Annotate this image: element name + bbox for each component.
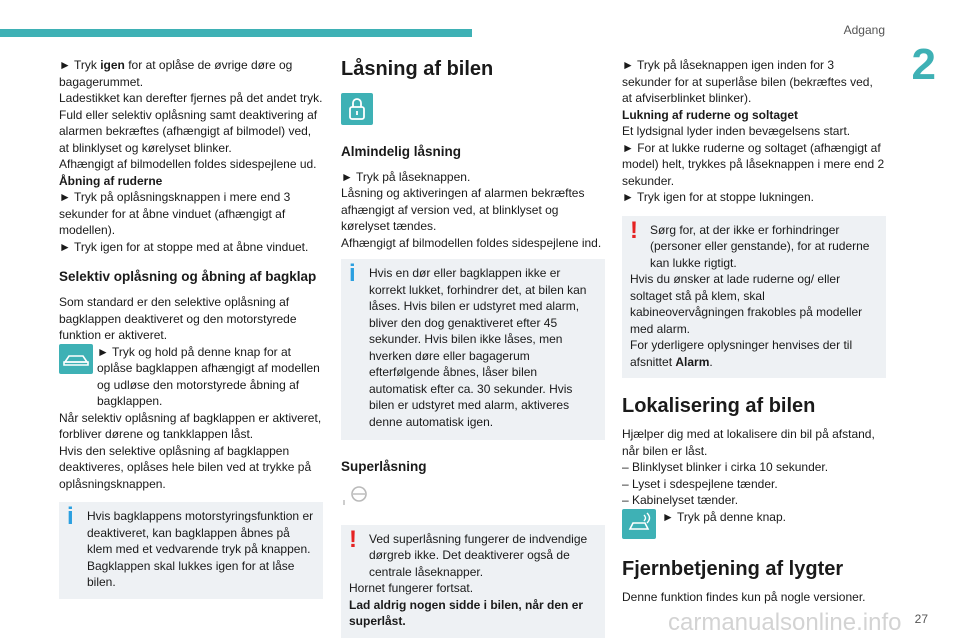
- info-icon: i: [349, 260, 356, 287]
- heading-selective-unlock: Selektiv oplåsning og åbning af bagklap: [59, 269, 317, 284]
- warning-note: ! Ved superlåsning fungerer de indvendige dørgreb ikke. Det deaktiverer også de centrale låseknapper. Hornet fungerer fortsat. Lad aldrig nogen sidde i bilen, når den er superlåst.: [341, 525, 605, 638]
- horn-car-icon: [622, 509, 656, 539]
- column-2: [341, 57, 605, 638]
- paragraph: Afhængigt af bilmodellen foldes sidespejlene ind.: [341, 235, 602, 250]
- paragraph: Denne funktion findes kun på nogle versioner.: [622, 589, 866, 604]
- subheading: Åbning af ruderne: [59, 173, 163, 188]
- paragraph: Når selektiv oplåsning af bagklappen er aktiveret, forbliver dørene og tankklappen låst.: [59, 410, 322, 441]
- list-item: – Kabinelyset tænder.: [622, 493, 739, 507]
- info-note: i Hvis bagklappens motorstyringsfunktion er deaktiveret, kan bagklappen åbnes på klem med et vedvarende tryk på knappen. Bagklappen skal lukkes igen for at låse bilen.: [59, 502, 323, 599]
- header-accent-bar: [0, 29, 472, 37]
- list-item: – Blinklyset blinker i cirka 10 sekunder.: [622, 460, 829, 474]
- heading-remote-lights: Fjernbetjening af lygter: [622, 557, 844, 580]
- paragraph: ► For at lukke ruderne og soltaget (afhængigt af model) helt, trykkes på låseknappen i mere end 2 sekunder.: [622, 140, 885, 188]
- paragraph: Hjælper dig med at lokalisere din bil på afstand, når bilen er låst.: [622, 427, 875, 458]
- paragraph: ► Tryk på låseknappen igen inden for 3 sekunder for at superlåse bilen (bekræftes ved, at afviserblinket blinker).: [622, 58, 873, 105]
- page-number: 27: [914, 612, 928, 626]
- heading-locking: Låsning af bilen: [341, 58, 494, 80]
- watermark: carmanualsonline.info: [668, 609, 902, 636]
- warning-icon: !: [630, 216, 638, 244]
- superlock-icon: [341, 484, 371, 508]
- paragraph: Fuld eller selektiv oplåsning samt deaktivering af alarmen bekræftes (afhængigt af bilmodel) ved, at blinklyset og kørelyset blinker.: [59, 107, 318, 155]
- column-1: [59, 57, 323, 599]
- section-name: Adgang: [843, 23, 885, 37]
- paragraph: Låsning og aktiveringen af alarmen bekræftes afhængigt af version ved, at blinklyset og kørelyset tændes.: [341, 186, 585, 233]
- paragraph: ► Tryk igen for at oplåse de øvrige døre og bagagerummet.: [59, 58, 293, 89]
- list-item: – Lyset i sdespejlene tænder.: [622, 476, 778, 491]
- paragraph: ► Tryk igen for at stoppe med at åbne vinduet.: [59, 239, 309, 254]
- heading-superlocking: Superlåsning: [341, 459, 427, 474]
- paragraph: Afhængigt af bilmodellen foldes sidespejlene ud.: [59, 157, 317, 171]
- chapter-number: 2: [911, 40, 936, 89]
- subheading: Lukning af ruderne og soltaget: [622, 107, 799, 122]
- info-icon: i: [67, 503, 74, 530]
- column-3: [622, 57, 886, 605]
- warning-note: ! Sørg for, at der ikke er forhindringer (personer eller genstande), for at ruderne kan lukke rigtigt. Hvis du ønsker at lade ruderne og/ eller soltaget stå på klem, skal kabineovervågningen frakobles på modeller med alarm. For yderligere oplysninger henvises der til afsnittet Alarm.: [622, 216, 886, 379]
- paragraph: ► Tryk på låseknappen.: [341, 169, 471, 184]
- icon-paragraph: ► Tryk på denne knap.: [622, 509, 886, 539]
- warning-icon: !: [349, 525, 357, 553]
- paragraph: Ladestikket kan derefter fjernes på det andet tryk.: [59, 91, 323, 105]
- paragraph: Et lydsignal lyder inden bevægelsens start.: [622, 124, 851, 138]
- padlock-icon: [341, 93, 373, 125]
- paragraph: Som standard er den selektive oplåsning af bagklappen deaktiveret og den motorstyrede funktion er aktiveret.: [59, 295, 297, 342]
- info-note: i Hvis en dør eller bagklappen ikke er korrekt lukket, forhindrer det, at bilen kan låses. Hvis bilen er udstyret med alarm, bliver den dog genaktiveret efter 45 sekunder. Hvis bilen ikke låses, men hverken døre eller bagagerum efterfølgende åbnes, låser bilen automatisk efter ca. 30 sekunder. Hvis bilen er udstyret med alarm, aktiveres denne automatisk igen.: [341, 259, 605, 440]
- paragraph: ► Tryk på oplåsningsknappen i mere end 3 sekunder for at åbne vinduet (afhængigt af modellen).: [59, 190, 291, 237]
- heading-vehicle-location: Lokalisering af bilen: [622, 395, 816, 417]
- icon-paragraph: ► Tryk og hold på denne knap for at oplåse bagklappen afhængigt af modellen og udløse den motorstyrede åbning af bagklappen.: [59, 344, 323, 410]
- heading-normal-locking: Almindelig låsning: [341, 143, 462, 159]
- car-trunk-icon: [59, 344, 93, 374]
- paragraph: ► Tryk igen for at stoppe lukningen.: [622, 190, 814, 204]
- paragraph: Hvis den selektive oplåsning af bagklappen deaktiveres, oplåses hele bilen ved at trykke på oplåsningsknappen.: [59, 443, 312, 491]
